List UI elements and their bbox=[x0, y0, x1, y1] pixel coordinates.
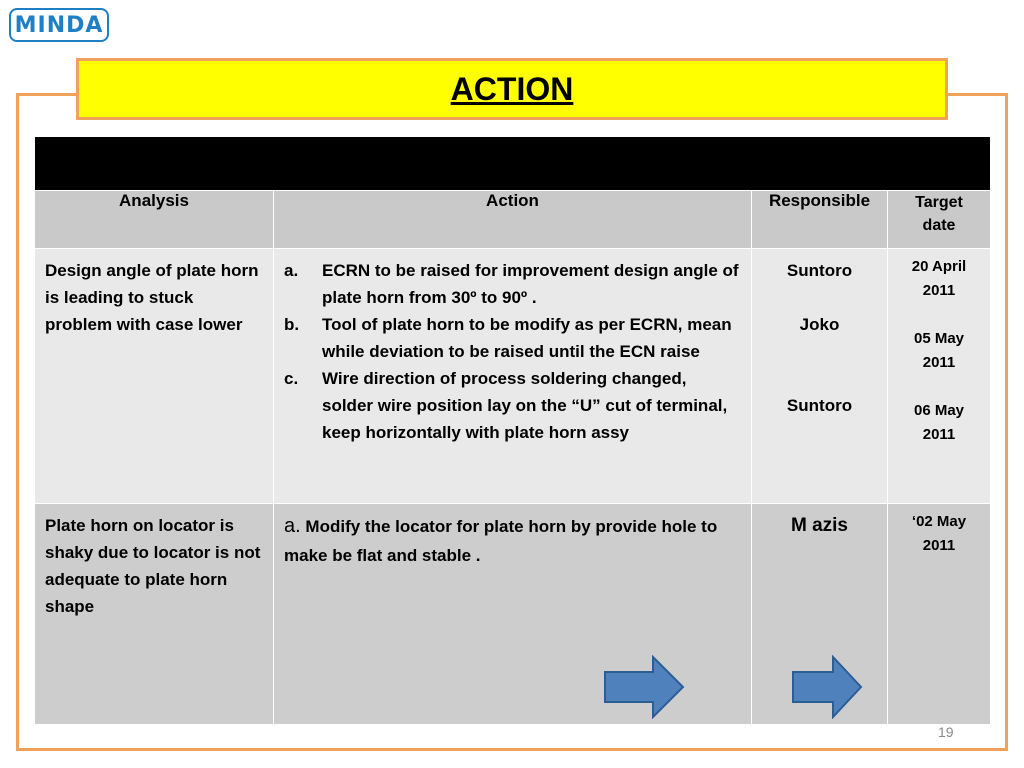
analysis-cell bbox=[35, 504, 274, 725]
analysis-text: Plate horn on locator is shaky due to locator is not adequate to plate horn shape bbox=[45, 516, 261, 616]
header-responsible: Responsible bbox=[752, 191, 888, 249]
table-row bbox=[35, 249, 991, 504]
target-date: ‘02 May 2011 bbox=[911, 513, 967, 554]
action-marker: a. bbox=[284, 515, 301, 537]
target-date: 20 April 2011 bbox=[911, 258, 967, 299]
page-title: ACTION bbox=[450, 70, 574, 107]
action-marker: a. bbox=[284, 261, 299, 280]
analysis-text: Design angle of plate horn is leading to stuck problem with case lower bbox=[45, 261, 259, 334]
right-arrow-icon bbox=[603, 655, 685, 719]
header-row bbox=[35, 191, 991, 249]
responsible-cell bbox=[752, 249, 888, 504]
action-marker: c. bbox=[284, 369, 299, 388]
header-action: Action bbox=[274, 191, 752, 249]
action-text: ECRN to be raised for improvement design angle of plate horn from 30º to 90º . bbox=[322, 261, 739, 307]
header-analysis: Analysis bbox=[35, 191, 274, 249]
action-marker: b. bbox=[284, 315, 300, 334]
minda-logo: MINDA bbox=[9, 8, 109, 42]
action-table bbox=[34, 136, 991, 725]
target-date-cell bbox=[888, 504, 991, 725]
responsible-name: Joko bbox=[799, 315, 840, 334]
target-date: 06 May 2011 bbox=[913, 402, 965, 443]
target-date: 05 May 2011 bbox=[913, 330, 965, 371]
action-item bbox=[284, 365, 741, 446]
action-cell bbox=[274, 249, 752, 504]
action-text: Wire direction of process soldering changed, solder wire position lay on the “U” cut of terminal, keep horizontally with plate horn assy bbox=[322, 369, 728, 442]
action-list bbox=[284, 257, 741, 446]
action-item bbox=[284, 311, 741, 365]
responsible-name: M azis bbox=[790, 515, 849, 536]
header-target-line1: Target bbox=[915, 194, 963, 211]
responsible-name: Suntoro bbox=[786, 396, 853, 415]
action-text: Tool of plate horn to be modify as per ECRN, mean while deviation to be raised until the ECN raise bbox=[322, 315, 732, 361]
problem-row bbox=[35, 137, 991, 191]
target-date-cell bbox=[888, 249, 991, 504]
action-text: Modify the locator for plate horn by provide hole to make be flat and stable . bbox=[284, 517, 718, 565]
header-target-date bbox=[888, 191, 991, 249]
header-target-line2: date bbox=[922, 217, 956, 234]
action-item bbox=[284, 257, 741, 311]
title-banner bbox=[76, 58, 948, 120]
problem-statement: Problem : Solder come out due to solder strength is less bbox=[35, 137, 991, 191]
responsible-name: Suntoro bbox=[786, 261, 853, 280]
right-arrow-icon bbox=[791, 655, 863, 719]
slide-number: 19 bbox=[938, 724, 954, 740]
analysis-cell bbox=[35, 249, 274, 504]
